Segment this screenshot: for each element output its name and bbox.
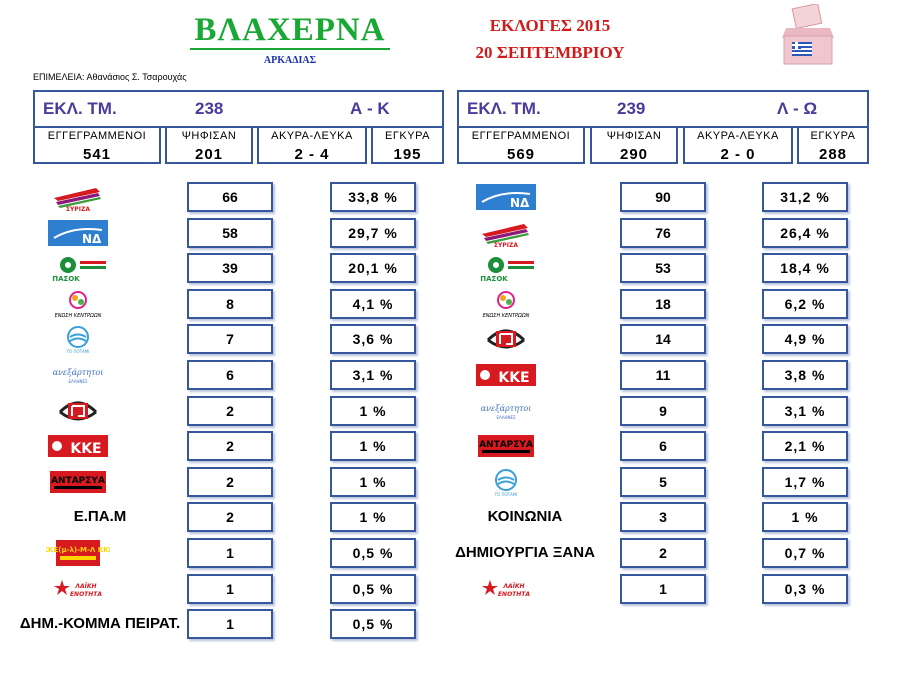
right-percent-cell: 6,2 % xyxy=(762,289,848,319)
right-votes-cell: 5 xyxy=(620,467,706,497)
antarsya-party-logo-icon xyxy=(46,467,110,497)
syriza-party-logo-icon xyxy=(46,182,110,212)
right-invalid-cell xyxy=(683,126,793,164)
potami-party-logo-icon xyxy=(46,324,110,354)
svg-text:ΚΚΕ: ΚΚΕ xyxy=(70,441,102,458)
left-votes-cell: 1 xyxy=(187,538,273,568)
left-percent-cell: 1 % xyxy=(330,467,416,497)
page-subtitle: ΑΡΚΑΔΙΑΣ xyxy=(263,55,317,66)
svg-text:ΕΝΟΤΗΤΑ: ΕΝΟΤΗΤΑ xyxy=(69,590,103,598)
enosi-kentroon-party-logo-icon xyxy=(46,289,110,319)
ballot-box-icon xyxy=(780,4,836,66)
right-section-range: Λ - Ω xyxy=(777,99,818,118)
left-percent-cell: 1 % xyxy=(330,396,416,426)
anel-party-logo-icon xyxy=(46,360,110,390)
left-valid-value: 195 xyxy=(393,146,422,163)
right-percent-cell: 4,9 % xyxy=(762,324,848,354)
svg-text:ΠΑΣΟΚ: ΠΑΣΟΚ xyxy=(52,275,80,284)
left-percent-cell: 1 % xyxy=(330,431,416,461)
right-valid-value: 288 xyxy=(818,146,848,163)
right-votes-cell: 6 xyxy=(620,431,706,461)
right-section-label: ΕΚΛ. ΤΜ. xyxy=(467,99,541,118)
election-title: ΕΚΛΟΓΕΣ 2015 xyxy=(489,16,611,35)
left-party-name: Ε.ΠΑ.Μ xyxy=(73,508,127,526)
laiki-enotita-party-logo-icon xyxy=(474,574,538,604)
pasok-party-logo-icon xyxy=(474,253,538,283)
left-votes-cell: 2 xyxy=(187,431,273,461)
election-heading xyxy=(450,12,650,66)
left-percent-cell: 29,7 % xyxy=(330,218,416,248)
right-registered-value: 569 xyxy=(506,146,536,163)
left-votes-cell: 2 xyxy=(187,467,273,497)
editor-credit: ΕΠΙΜΕΛΕΙΑ: Αθανάσιος Σ. Τσαρουχάς xyxy=(33,72,187,82)
right-party-name: ΔΗΜΙΟΥΡΓΙΑ ΞΑΝΑ xyxy=(455,544,595,561)
xa-party-logo-icon xyxy=(474,324,538,354)
right-votes-cell: 2 xyxy=(620,538,706,568)
left-percent-cell: 20,1 % xyxy=(330,253,416,283)
svg-text:ΝΔ: ΝΔ xyxy=(82,231,102,246)
left-registered-label: ΕΓΓΕΓΡΑΜΜΕΝΟΙ xyxy=(47,130,147,142)
page-title: ΒΛΑΧΕΡΝΑ xyxy=(190,12,390,50)
right-votes-cell: 1 xyxy=(620,574,706,604)
right-votes-cell: 3 xyxy=(620,502,706,532)
svg-text:ΚΚΕ: ΚΚΕ xyxy=(498,370,530,386)
right-percent-cell: 26,4 % xyxy=(762,218,848,248)
left-voted-cell xyxy=(165,126,253,164)
enosi-kentroon-party-logo-icon xyxy=(474,289,538,319)
left-percent-cell: 1 % xyxy=(330,502,416,532)
svg-text:ΝΔ: ΝΔ xyxy=(510,196,530,210)
left-votes-cell: 39 xyxy=(187,253,273,283)
svg-text:ΕΛΛΗΝΕΣ: ΕΛΛΗΝΕΣ xyxy=(68,379,88,384)
left-percent-cell: 0,5 % xyxy=(330,574,416,604)
right-invalid-value: 2 - 0 xyxy=(720,146,756,163)
right-percent-cell: 18,4 % xyxy=(762,253,848,283)
right-registered-label: ΕΓΓΕΓΡΑΜΜΕΝΟΙ xyxy=(471,130,571,142)
right-percent-cell: 0,7 % xyxy=(762,538,848,568)
right-invalid-label: ΑΚΥΡΑ-ΛΕΥΚΑ xyxy=(697,130,779,142)
left-voted-label: ΨΗΦΙΣΑΝ xyxy=(181,130,237,142)
right-section-number: 239 xyxy=(617,99,646,118)
svg-text:ανεξάρτητοι: ανεξάρτητοι xyxy=(480,403,532,413)
left-percent-cell: 3,1 % xyxy=(330,360,416,390)
antarsya-party-logo-icon xyxy=(474,431,538,461)
right-percent-cell: 3,1 % xyxy=(762,396,848,426)
right-votes-cell: 76 xyxy=(620,218,706,248)
right-percent-cell: 31,2 % xyxy=(762,182,848,212)
svg-text:ΣΥΡΙΖΑ: ΣΥΡΙΖΑ xyxy=(65,206,91,212)
svg-text:ΑΝΤΑΡΣΥΑ: ΑΝΤΑΡΣΥΑ xyxy=(479,440,533,451)
kke-party-logo-icon xyxy=(46,431,110,461)
right-votes-cell: 11 xyxy=(620,360,706,390)
svg-text:ΑΝΤΑΡΣΥΑ: ΑΝΤΑΡΣΥΑ xyxy=(51,475,105,486)
kke-ml-party-logo-icon xyxy=(46,538,110,568)
left-votes-cell: 58 xyxy=(187,218,273,248)
right-party-name: ΚΟΙΝΩΝΙΑ xyxy=(487,508,563,526)
svg-text:ΤΟ ΠΟΤΑΜΙ: ΤΟ ΠΟΤΑΜΙ xyxy=(494,491,518,497)
right-percent-cell: 1 % xyxy=(762,502,848,532)
right-votes-cell: 90 xyxy=(620,182,706,212)
right-valid-label: ΕΓΚΥΡΑ xyxy=(810,130,856,142)
svg-text:ΛΑΪΚΗ: ΛΑΪΚΗ xyxy=(503,582,525,590)
left-votes-cell: 6 xyxy=(187,360,273,390)
right-votes-cell: 18 xyxy=(620,289,706,319)
right-percent-cell: 3,8 % xyxy=(762,360,848,390)
pasok-party-logo-icon xyxy=(46,253,110,283)
left-votes-cell: 2 xyxy=(187,502,273,532)
svg-text:ΕΝΟΤΗΤΑ: ΕΝΟΤΗΤΑ xyxy=(497,590,531,598)
left-section-range: Α - Κ xyxy=(350,99,390,118)
potami-party-logo-icon xyxy=(474,467,538,497)
svg-text:ΕΝΩΣΗ ΚΕΝΤΡΩΩΝ: ΕΝΩΣΗ ΚΕΝΤΡΩΩΝ xyxy=(54,312,102,319)
nd-party-logo-icon xyxy=(46,218,110,248)
left-invalid-cell xyxy=(257,126,367,164)
left-percent-cell: 33,8 % xyxy=(330,182,416,212)
right-registered-cell xyxy=(457,126,585,164)
left-percent-cell: 0,5 % xyxy=(330,538,416,568)
left-percent-cell: 0,5 % xyxy=(330,609,416,639)
right-voted-value: 290 xyxy=(619,146,649,163)
svg-text:ΠΑΣΟΚ: ΠΑΣΟΚ xyxy=(480,275,508,284)
left-percent-cell: 4,1 % xyxy=(330,289,416,319)
right-valid-cell xyxy=(797,126,869,164)
right-voted-cell xyxy=(590,126,678,164)
kke-party-logo-icon xyxy=(474,360,538,390)
left-valid-label: ΕΓΚΥΡΑ xyxy=(385,130,430,142)
left-section-header xyxy=(33,90,444,128)
right-votes-cell: 53 xyxy=(620,253,706,283)
svg-text:ΛΑΪΚΗ: ΛΑΪΚΗ xyxy=(75,582,97,590)
left-registered-value: 541 xyxy=(82,146,112,163)
laiki-enotita-party-logo-icon xyxy=(46,574,110,604)
left-votes-cell: 2 xyxy=(187,396,273,426)
left-section-label: ΕΚΛ. ΤΜ. xyxy=(43,99,117,118)
left-votes-cell: 1 xyxy=(187,609,273,639)
left-valid-cell xyxy=(371,126,444,164)
right-percent-cell: 2,1 % xyxy=(762,431,848,461)
left-invalid-value: 2 - 4 xyxy=(294,146,330,163)
xa-party-logo-icon xyxy=(46,396,110,426)
svg-text:ΤΟ ΠΟΤΑΜΙ: ΤΟ ΠΟΤΑΜΙ xyxy=(66,349,90,355)
svg-text:ΚΚΕ(μ-λ)-Μ-Λ ΚΚΕ: ΚΚΕ(μ-λ)-Μ-Λ ΚΚΕ xyxy=(46,546,110,554)
anel-party-logo-icon xyxy=(474,396,538,426)
left-votes-cell: 1 xyxy=(187,574,273,604)
election-date: 20 ΣΕΠΤΕΜΒΡΙΟΥ xyxy=(475,43,625,62)
left-registered-cell xyxy=(33,126,161,164)
right-votes-cell: 14 xyxy=(620,324,706,354)
left-votes-cell: 7 xyxy=(187,324,273,354)
left-votes-cell: 66 xyxy=(187,182,273,212)
right-voted-label: ΨΗΦΙΣΑΝ xyxy=(606,130,662,142)
left-invalid-label: ΑΚΥΡΑ-ΛΕΥΚΑ xyxy=(271,130,353,142)
right-percent-cell: 1,7 % xyxy=(762,467,848,497)
right-votes-cell: 9 xyxy=(620,396,706,426)
syriza-party-logo-icon xyxy=(474,218,538,248)
svg-text:ΣΥΡΙΖΑ: ΣΥΡΙΖΑ xyxy=(493,241,519,248)
svg-text:ανεξάρτητοι: ανεξάρτητοι xyxy=(52,368,104,377)
left-section-number: 238 xyxy=(195,99,224,118)
right-section-header xyxy=(457,90,869,128)
left-party-name: ΔΗΜ.-ΚΟΜΜΑ ΠΕΙΡΑΤ. xyxy=(19,615,181,633)
nd-party-logo-icon xyxy=(474,182,538,212)
svg-text:ΕΝΩΣΗ ΚΕΝΤΡΩΩΝ: ΕΝΩΣΗ ΚΕΝΤΡΩΩΝ xyxy=(482,312,530,319)
left-percent-cell: 3,6 % xyxy=(330,324,416,354)
svg-text:ΕΛΛΗΝΕΣ: ΕΛΛΗΝΕΣ xyxy=(496,414,516,420)
left-voted-value: 201 xyxy=(194,146,224,163)
left-votes-cell: 8 xyxy=(187,289,273,319)
right-percent-cell: 0,3 % xyxy=(762,574,848,604)
